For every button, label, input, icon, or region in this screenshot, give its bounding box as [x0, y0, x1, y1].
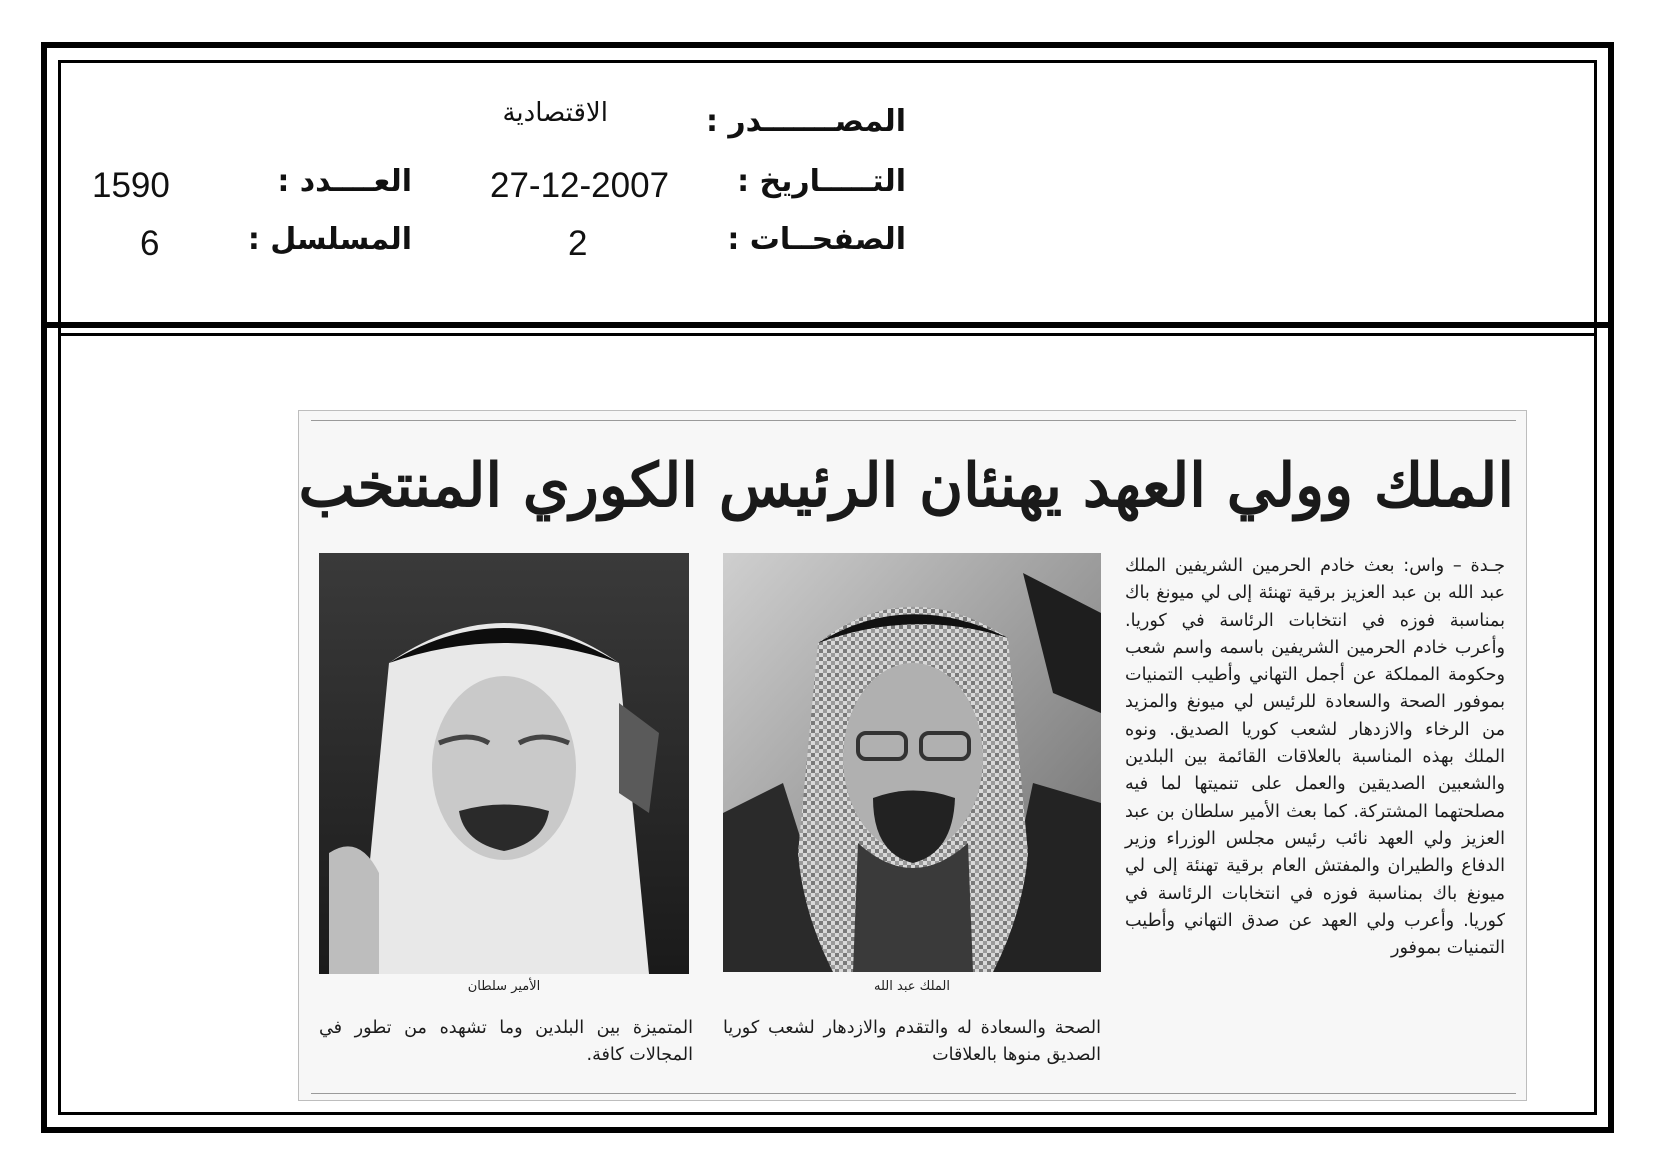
date-value: 27-12-2007 — [490, 166, 670, 205]
date-label: التـــــاريخ : — [737, 164, 906, 199]
article-continuation-right: الصحة والسعادة له والتقدم والازدهار لشعب كوريا الصديق منوها بالعلاقات — [723, 1018, 1101, 1066]
header-divider-inner — [58, 333, 1597, 336]
issue-value: 1590 — [92, 166, 170, 205]
serial-value: 6 — [140, 224, 160, 263]
prince-photo-caption: الأمير سلطان — [467, 979, 541, 994]
source-label: المصـــــــدر : — [705, 104, 906, 139]
newspaper-clipping — [298, 410, 1527, 1101]
issue-label: العــــدد : — [277, 164, 412, 199]
prince-photo — [319, 553, 689, 974]
king-photo-caption: الملك عبد الله — [874, 979, 950, 994]
prince-portrait-image — [319, 553, 689, 974]
header-divider — [44, 322, 1611, 328]
clipping-bottom-rule — [311, 1093, 1516, 1094]
king-photo — [723, 553, 1101, 972]
article-body: جـدة – واس: بعث خادم الحرمين الشريفين الملك عبد الله بن عبد العزيز برقية تهنئة إلى لي ميونغ باك بمناسبة فوزه في انتخابات الرئاسة في كوريا. وأعرب خادم الحرمين الشريفين باسمه واسم شعب وحكومة المملكة عن أجمل التهاني وأطيب التمنيات بموفور الصحة والسعادة للرئيس لي ميونغ والمزيد من الرخاء والازدهار لشعب كوريا الصديق. ونوه الملك بهذه المناسبة بالعلاقات القائمة بين البلدين والشعبين الصديقين والعمل على تنميتها لما فيه مصلحتهما المشتركة. كما بعث الأمير سلطان بن عبد العزيز ولي العهد نائب رئيس مجلس الوزراء وزير الدفاع والطيران والمفتش العام برقية تهنئة إلى لي ميونغ باك بمناسبة فوزه في انتخابات الرئاسة في كوريا. وأعرب ولي العهد عن صدق التهاني وأطيب التمنيات بموفور — [1125, 556, 1505, 959]
article-continuation-left: المتميزة بين البلدين وما تشهده من تطور في المجالات كافة. — [319, 1018, 693, 1066]
pages-label: الصفحــات : — [727, 222, 906, 257]
clipping-top-rule — [311, 420, 1516, 421]
pages-value: 2 — [568, 224, 588, 263]
king-portrait-image — [723, 553, 1101, 972]
serial-label: المسلسل : — [247, 222, 412, 257]
source-value: الاقتصادية — [502, 98, 608, 128]
article-headline: الملك وولي العهد يهنئان الرئيس الكوري المنتخب — [298, 451, 1514, 521]
